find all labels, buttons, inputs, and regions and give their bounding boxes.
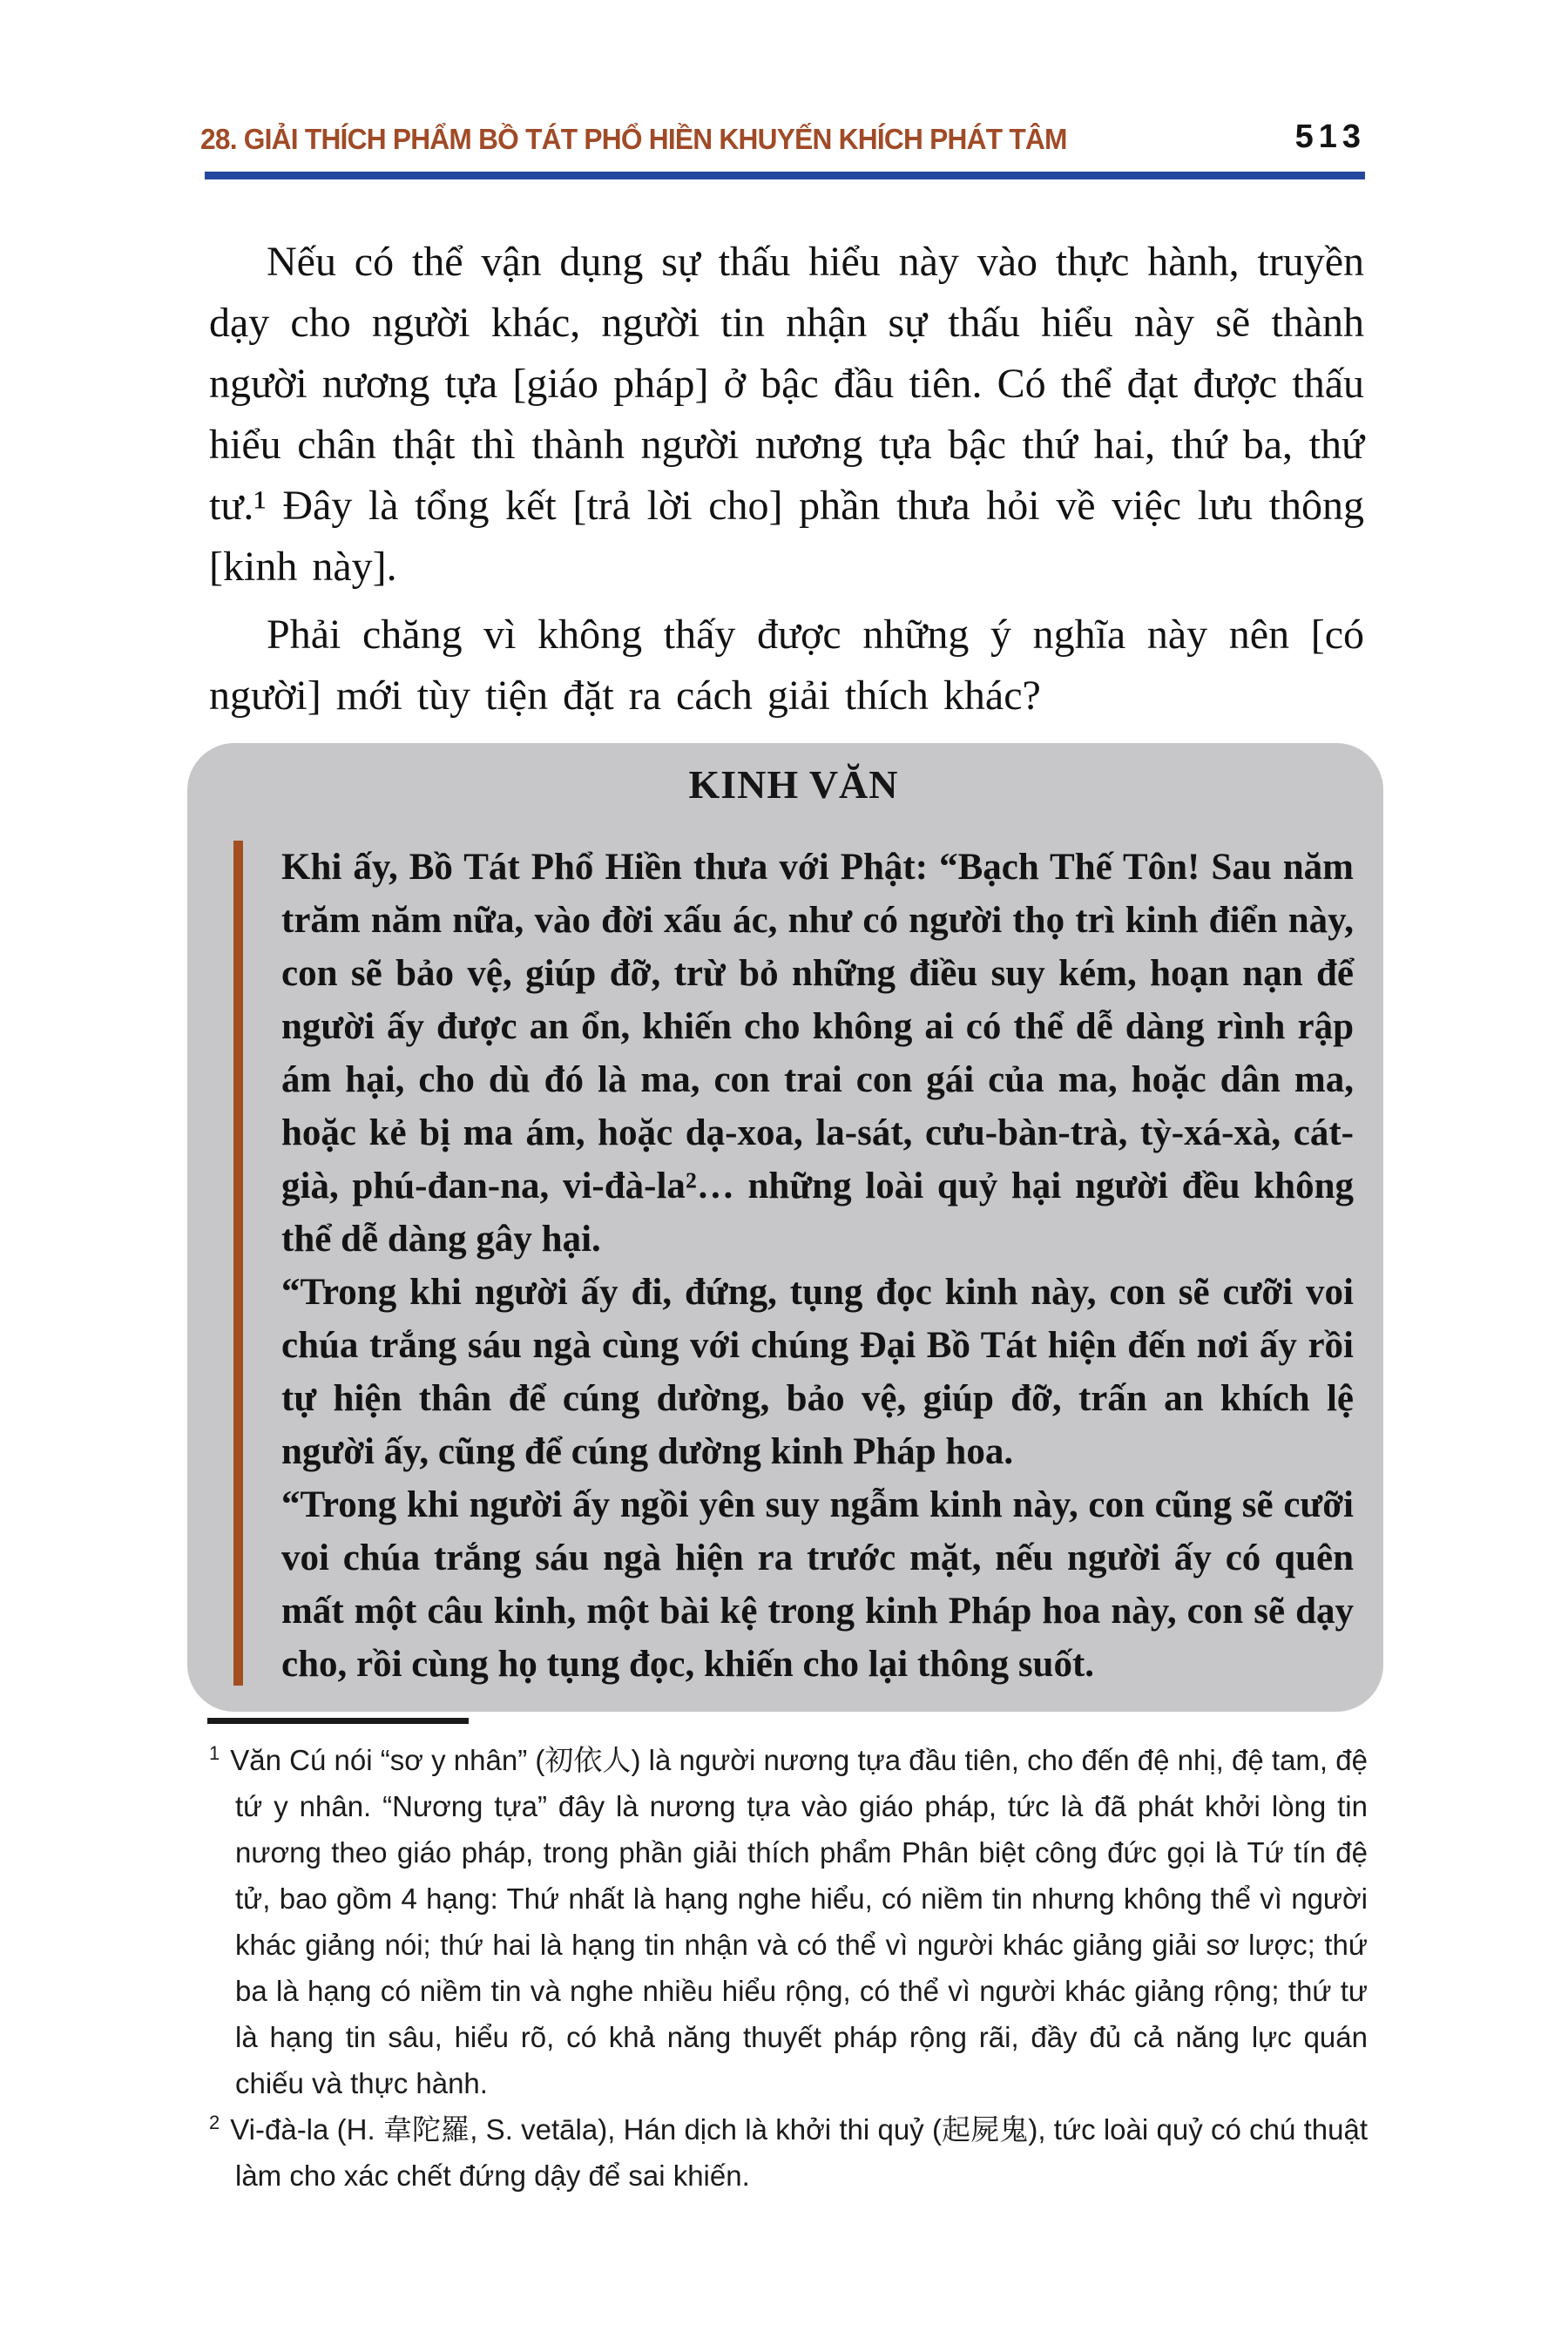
footnote-item bbox=[209, 2106, 1368, 2199]
sutra-quote bbox=[233, 841, 1354, 1691]
body-paragraph: Phải chăng vì không thấy được những ý nghĩa này nên [có người] mới tùy tiện đặt ra cách giải thích khác? bbox=[209, 612, 1364, 719]
footnote-text: Văn Cú nói “sơ y nhân” (初依人) là người nương tựa đầu tiên, cho đến đệ nhị, đệ tam, đệ tứ y nhân. “Nương tựa” đây là nương tựa vào giáo pháp, tức là đã phát khởi lòng tin nương theo giáo pháp, trong phần giải thích phẩm Phân biệt công đức gọi là Tứ tín đệ tử, bao gồm 4 hạng: Thứ nhất là hạng nghe hiểu, có niềm tin nhưng không thể vì người khác giảng nói; thứ hai là hạng tin nhận và có thể vì người khác giảng giải sơ lược; thứ ba là hạng có niềm tin và nghe nhiều hiểu rộng, có thể vì người khác giảng rộng; thứ tư là hạng tin sâu, hiểu rõ, có khả năng thuyết pháp rộng rãi, đầy đủ cả năng lực quán chiếu và thực hành. bbox=[230, 1744, 1368, 2099]
footnote-marker: 2 bbox=[209, 2112, 220, 2133]
body-text bbox=[209, 232, 1364, 727]
chapter-title: 28. GIẢI THÍCH PHẨM BỒ TÁT PHỔ HIỀN KHUYẾN KHÍCH PHÁT TÂM bbox=[200, 123, 1067, 155]
quote-body bbox=[243, 841, 1354, 1691]
sutra-quote-box bbox=[187, 743, 1383, 1712]
quote-paragraph: “Trong khi người ấy đi, đứng, tụng đọc kinh này, con sẽ cưỡi voi chúa trắng sáu ngà cùng với chúng Đại Bồ Tát hiện đến nơi ấy rồi tự hiện thân để cúng dường, bảo vệ, giúp đỡ, trấn an khích lệ người ấy, cũng để cúng dường kinh Pháp hoa. bbox=[281, 1272, 1354, 1472]
page-header bbox=[200, 120, 1366, 153]
body-paragraph: Nếu có thể vận dụng sự thấu hiểu này vào thực hành, truyền dạy cho người khác, người tin nhận sự thấu hiểu này sẽ thành người nương tựa [giáo pháp] ở bậc đầu tiên. Có thể đạt được thấu hiểu chân thật thì thành người nương tựa bậc thứ hai, thứ ba, thứ tư.¹ Đây là tổng kết [trả lời cho] phần thưa hỏi về việc lưu thông [kinh này]. bbox=[209, 239, 1364, 590]
quote-accent-bar bbox=[233, 841, 243, 1686]
quote-paragraph: Khi ấy, Bồ Tát Phổ Hiền thưa với Phật: “Bạch Thế Tôn! Sau năm trăm năm nữa, vào đời xấu ác, như có người thọ trì kinh điển này, con sẽ bảo vệ, giúp đỡ, trừ bỏ những điều suy kém, hoạn nạn để người ấy được an ổn, khiến cho không ai có thể dễ dàng rình rập ám hại, cho dù đó là ma, con trai con gái của ma, hoặc dân ma, hoặc kẻ bị ma ám, hoặc dạ-xoa, la-sát, cưu-bàn-trà, tỳ-xá-xà, cát-già, phú-đan-na, vi-đà-la²… những loài quỷ hại người đều không thể dễ dàng gây hại. bbox=[281, 847, 1354, 1260]
sutra-quote-title: KINH VĂN bbox=[688, 762, 899, 807]
footnote-marker: 1 bbox=[209, 1742, 220, 1764]
header-rule bbox=[205, 172, 1365, 179]
footnote-text: Vi-đà-la (H. 韋陀羅, S. vetāla), Hán dịch là khởi thi quỷ (起屍鬼), tức loài quỷ có chú thuật làm cho xác chết đứng dậy để sai khiến. bbox=[230, 2113, 1368, 2192]
footnote-separator bbox=[207, 1718, 469, 1724]
footnote-item bbox=[209, 1737, 1368, 2106]
quote-paragraph: “Trong khi người ấy ngồi yên suy ngẫm kinh này, con cũng sẽ cưỡi voi chúa trắng sáu ngà hiện ra trước mặt, nếu người ấy có quên mất một câu kinh, một bài kệ trong kinh Pháp hoa này, con sẽ dạy cho, rồi cùng họ tụng đọc, khiến cho lại thông suốt. bbox=[281, 1484, 1354, 1685]
footnotes bbox=[209, 1737, 1368, 2199]
page-number: 513 bbox=[1294, 118, 1366, 155]
